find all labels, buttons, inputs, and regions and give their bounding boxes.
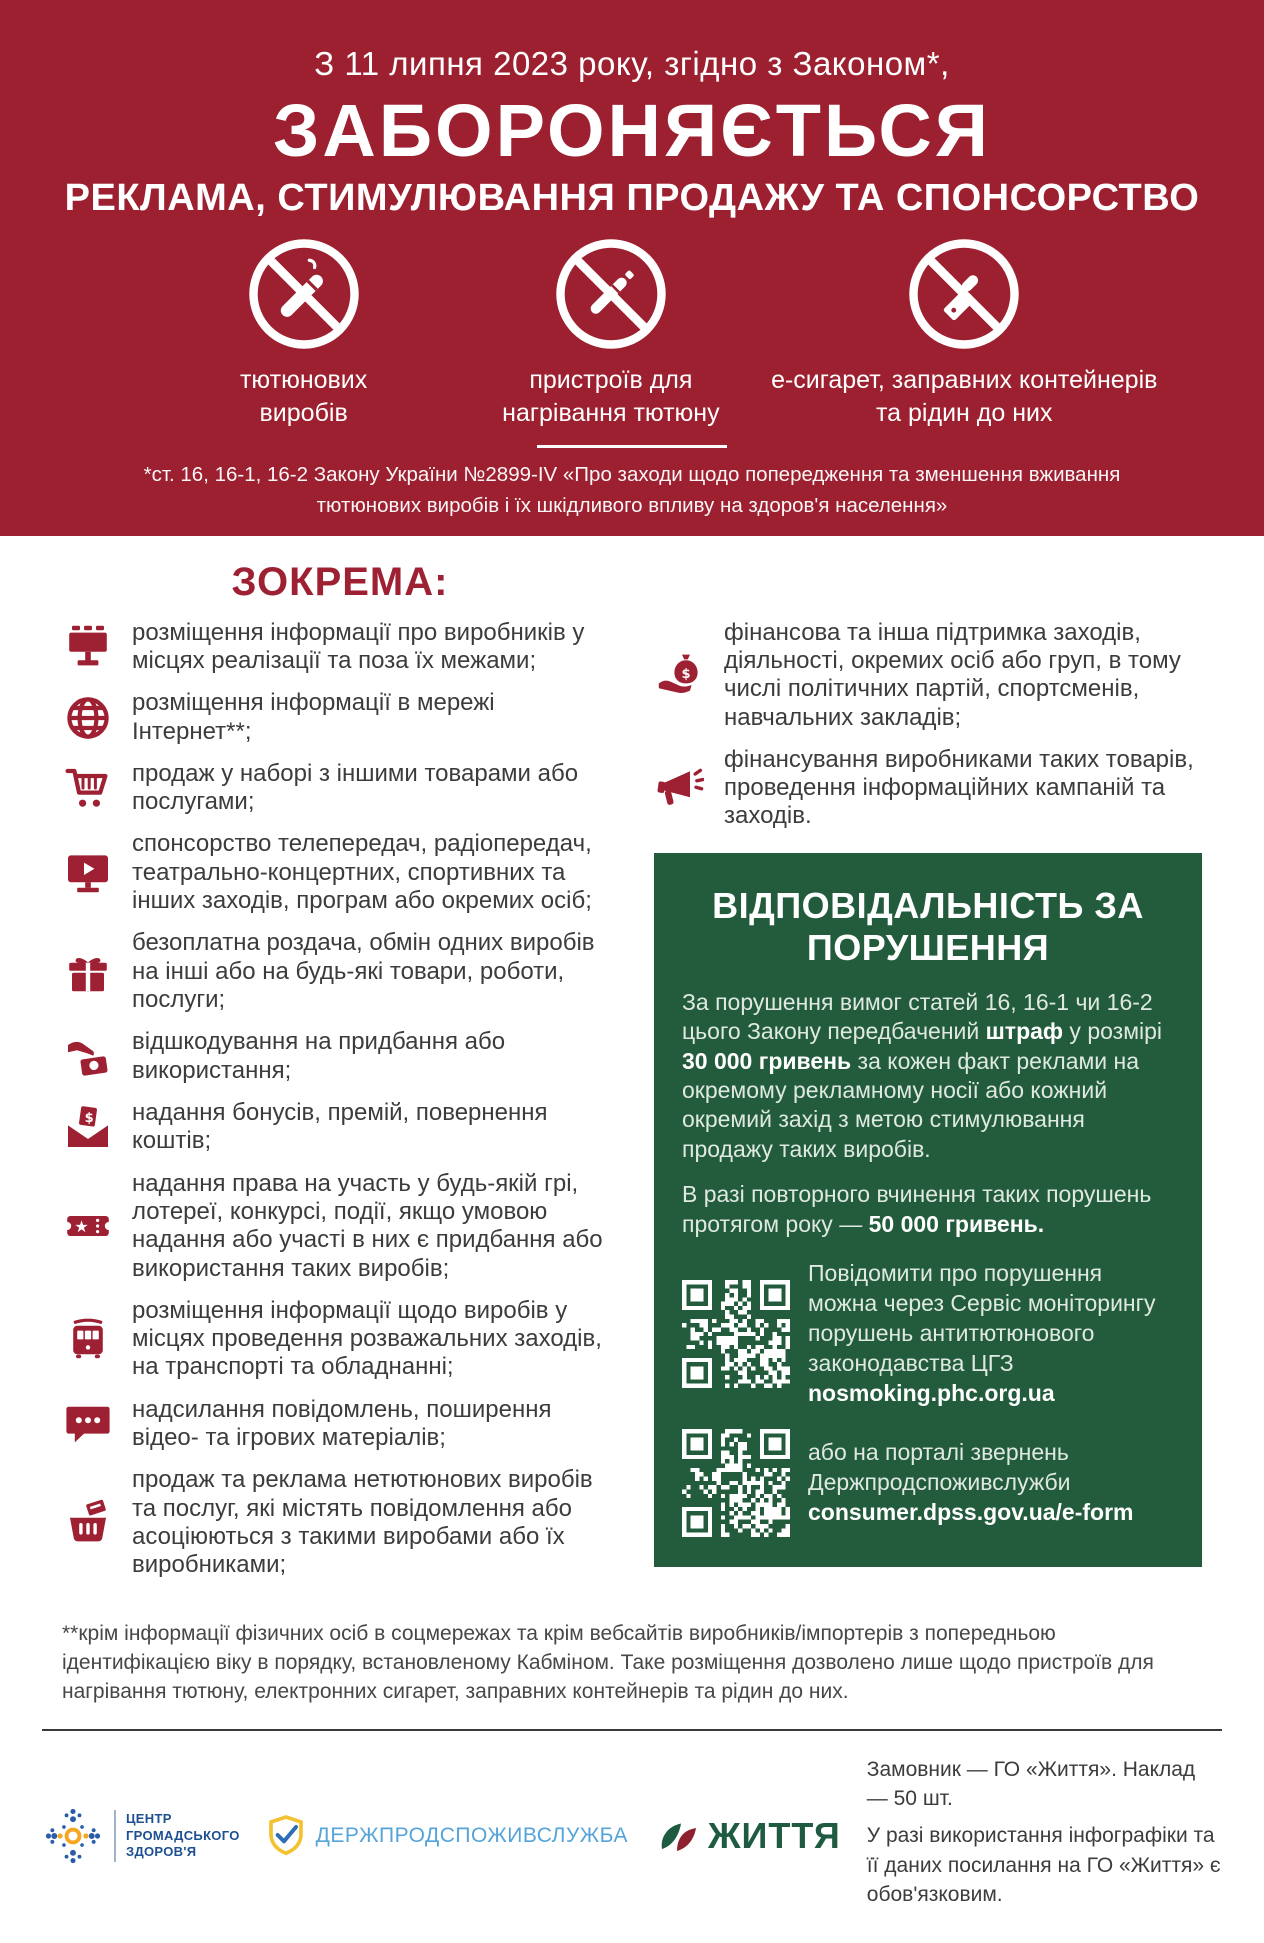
no-cigarette-icon <box>246 236 362 352</box>
cart-icon <box>62 764 114 812</box>
penalty-paragraph-1: За порушення вимог статей 16, 16-1 чи 16-2 цього Закону передбачений штраф у розмірі 30 000 гривень за кожен факт реклами на окремому рекламному носії або кожний окремий захід з метою стимулювання продажу таких виробів. <box>682 988 1163 1162</box>
list-item-text: розміщення інформації в мережі Інтернет**; <box>132 689 495 745</box>
chat-icon <box>62 1400 114 1448</box>
internet-exception-footnote: **крім інформації фізичних осіб в соцмережах та крім вебсайтів виробників/імпортерів з попередньою ідентифікацією віку в порядку, встановленому Кабміном. Таке розміщення дозволено лише щодо пристроїв для нагрівання тютюну, електронних сигарет, заправних контейнерів та рідин до них. <box>62 1621 1154 1703</box>
list-item-text: продаж у наборі з іншими товарами або послугами; <box>132 759 579 816</box>
prohibition-item <box>765 236 1164 429</box>
tv-icon <box>62 849 114 897</box>
report-service-text: Повідомити про порушення можна через Сервіс моніторингу порушень антитютюнового законодавства ЦГЗ nosmoking.phc.org.ua <box>808 1260 1156 1406</box>
svg-text:★: ★ <box>74 1216 89 1236</box>
list-item-text: розміщення інформації про виробників у місцях реалізації та поза їх межами; <box>132 618 585 674</box>
no-ecigarette-icon <box>906 236 1022 352</box>
banner-divider <box>537 445 727 448</box>
zhyttia-logo <box>654 1815 841 1857</box>
gift-icon <box>62 948 114 996</box>
list-item <box>62 1028 618 1085</box>
shield-check-icon <box>266 1814 306 1858</box>
svg-text:$: $ <box>84 1111 94 1127</box>
list-item <box>62 1396 618 1453</box>
list-item <box>654 746 1202 831</box>
basket-icon <box>62 1499 114 1547</box>
tram-icon <box>62 1315 114 1363</box>
imprint-notes <box>867 1755 1222 1918</box>
hand-money-icon <box>62 1033 114 1081</box>
list-item <box>62 619 618 676</box>
report-portal-row <box>682 1429 1174 1537</box>
qr-code-consumer <box>682 1429 790 1537</box>
list-item-text: розміщення інформації щодо виробів у місцях проведення розважальних заходів, на транспорті та обладнанні; <box>132 1296 602 1381</box>
list-item <box>62 929 618 1014</box>
dpss-logo <box>266 1814 628 1858</box>
banner <box>0 0 1264 536</box>
banner-title: ЗАБОРОНЯЄТЬСЯ <box>273 88 991 172</box>
prohibition-item-label: е-сигарет, заправних контейнерів та рідин до них <box>771 366 1158 427</box>
list-item-text: надання права на участь у будь-якій грі, лотереї, конкурсі, події, якщо умовою надання або участі в них є придбання або використання таких виробів; <box>132 1169 603 1282</box>
penalty-box <box>654 853 1202 1567</box>
list-item <box>62 1297 618 1382</box>
list-item <box>62 1170 618 1283</box>
prohibition-item <box>150 236 457 429</box>
list-item <box>654 619 1202 732</box>
footer <box>0 1729 1264 1943</box>
penalty-paragraph-2: В разі повторного вчинення таких порушень протягом року — 50 000 гривень. <box>682 1181 1152 1237</box>
law-footnote: *ст. 16, 16-1, 16-2 Закону України №2899-IV «Про заходи щодо попередження та зменшення вживання тютюнових виробів і їх шкідливого впливу на здоров'я населення» <box>143 463 1121 517</box>
globe-icon <box>62 694 114 742</box>
main-content <box>0 536 1264 1707</box>
list-item <box>62 1099 618 1156</box>
list-item-text: фінансування виробниками таких товарів, проведення інформаційних кампаній та заходів. <box>724 745 1194 830</box>
donation-icon <box>654 651 706 699</box>
penalty-title: ВІДПОВІДАЛЬНІСТЬ ЗА ПОРУШЕННЯ <box>712 884 1144 969</box>
right-column <box>654 619 1202 1567</box>
list-item-text: надсилання повідомлень, поширення відео- та ігрових матеріалів; <box>132 1395 552 1452</box>
megaphone-icon <box>654 764 706 812</box>
list-item-text: продаж та реклама нетютюнових виробів та послуг, які містять повідомлення або асоціюються з такими виробами або їх виробниками; <box>132 1466 593 1579</box>
prohibited-list-left <box>62 619 618 1594</box>
section-heading: ЗОКРЕМА: <box>231 559 449 604</box>
banner-intro: З 11 липня 2023 року, згідно з Законом*, <box>314 45 950 82</box>
list-item <box>62 689 618 746</box>
zhyttia-logo-text: ЖИТТЯ <box>708 1815 841 1856</box>
report-service-row <box>682 1259 1174 1408</box>
prohibited-list-right <box>654 619 1202 831</box>
imprint-line-2: У разі використання інфографіки та її даних посилання на ГО «Життя» є обов'язковим. <box>866 1824 1221 1907</box>
no-heated-tobacco-icon <box>553 236 669 352</box>
prohibition-item-label: тютюнових виробів <box>239 366 368 427</box>
list-item-text: фінансова та інша підтримка заходів, діяльності, окремих осіб або груп, в тому числі політичних партій, спортсменів, навчальних закладів; <box>724 618 1181 731</box>
qr-code-nosmoking <box>682 1280 790 1388</box>
ticket-icon <box>62 1202 114 1250</box>
banner-subtitle: РЕКЛАМА, СТИМУЛЮВАННЯ ПРОДАЖУ ТА СПОНСОРСТВО <box>64 177 1200 220</box>
svg-text:$: $ <box>681 666 691 682</box>
billboard-icon <box>62 623 114 671</box>
imprint-line-1: Замовник — ГО «Життя». Наклад — 50 шт. <box>866 1757 1196 1810</box>
prohibition-icons-row <box>150 236 1164 429</box>
list-item <box>62 760 618 817</box>
phc-logo-text: ЦЕНТР ГРОМАДСЬКОГО ЗДОРОВ'Я <box>126 1810 240 1860</box>
two-columns <box>62 619 1202 1594</box>
list-item-text: безоплатна роздача, обмін одних виробів на інші або на будь-які товари, роботи, послуги; <box>132 929 595 1013</box>
list-item-text: спонсорство телепередач, радіопередач, театрально-концертних, спортивних та інших заходів, програм або окремих осіб; <box>132 830 592 915</box>
list-item <box>62 1466 618 1579</box>
list-item-text: відшкодування на придбання або використання; <box>132 1028 506 1084</box>
phc-logo-icon <box>42 1805 104 1867</box>
dpss-logo-text: ДЕРЖПРОДСПОЖИВСЛУЖБА <box>315 1824 628 1847</box>
envelope-money-icon <box>62 1103 114 1151</box>
phc-logo-separator <box>114 1810 116 1862</box>
prohibition-item <box>457 236 764 429</box>
report-portal-text: або на порталі звернень Держпродспоживслужби consumer.dpss.gov.ua/e-form <box>808 1438 1134 1525</box>
prohibition-item-label: пристроїв для нагрівання тютюну <box>502 366 720 427</box>
footer-row <box>42 1731 1222 1918</box>
list-item <box>62 830 618 915</box>
list-item-text: надання бонусів, премій, повернення коштів; <box>132 1098 548 1155</box>
leaf-icon <box>654 1817 698 1855</box>
phc-logo <box>42 1805 240 1867</box>
